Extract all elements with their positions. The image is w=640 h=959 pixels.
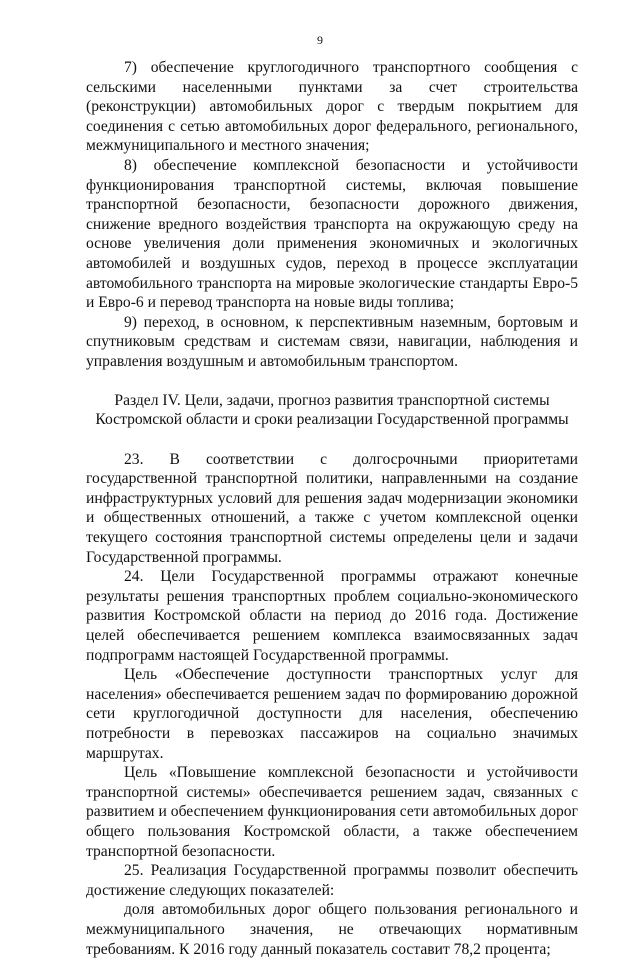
document-body xyxy=(86,58,578,959)
paragraph-item-7: 7) обеспечение круглогодичного транспортного сообщения с сельскими населенными пунктами за счет строительства (реконструкции) автомобильных дорог с твердым покрытием для соединения с сетью автомобильных дорог федерального, регионального, межмуниципального и местного значения; xyxy=(86,59,578,155)
paragraph-item-8: 8) обеспечение комплексной безопасности и устойчивости функционирования транспортной системы, включая повышение транспортной безопасности, безопасности дорожного движения, снижение вредного воздействия транспорта на окружающую среду на основе увеличения доли применения экономичных и экологичных автомобилей и воздушных судов, переход в процессе эксплуатации автомобильного транспорта на мировые экологические стандарты Евро-5 и Евро-6 и перевод транспорта на новые виды топлива; xyxy=(86,156,578,312)
page-number: 9 xyxy=(317,33,323,47)
section-heading xyxy=(86,391,578,430)
paragraph-goal-safety: Цель «Повышение комплексной безопасности и устойчивости транспортной системы» обеспечивается решением задач, связанных с развитием и обеспечением функционирования сети автомобильных дорог общего пользования Костромской области, а также обеспечением транспортной безопасности. xyxy=(86,764,578,860)
section-heading-line-2: Костромской области и сроки реализации Государственной программы xyxy=(95,411,569,429)
paragraph-goal-accessibility: Цель «Обеспечение доступности транспортных услуг для населения» обеспечивается решением задач по формированию дорожной сети круглогодичной доступности для населения, обеспечению потребности в перевозках пассажиров на социально значимых маршрутах. xyxy=(86,666,578,762)
paragraph-25: 25. Реализация Государственной программы позволит обеспечить достижение следующих показателей: xyxy=(86,862,578,899)
paragraph-23: 23. В соответствии с долгосрочными приоритетами государственной транспортной политики, направленными на создание инфраструктурных условий для решения задач модернизации экономики и общественных отношений, а также с учетом комплексной оценки текущего состояния транспортной системы определены цели и задачи Государственной программы. xyxy=(86,450,578,566)
paragraph-24: 24. Цели Государственной программы отражают конечные результаты решения транспортных проблем социально-экономического развития Костромской области на период до 2016 года. Достижение целей обеспечивается решением комплекса взаимосвязанных задач подпрограмм настоящей Государственной программы. xyxy=(86,568,578,664)
paragraph-item-9: 9) переход, в основном, к перспективным наземным, бортовым и спутниковым средствам и системам связи, навигации, наблюдения и управления воздушным и автомобильным транспортом. xyxy=(86,313,578,370)
section-heading-line-1: Раздел IV. Цели, задачи, прогноз развития транспортной системы xyxy=(114,391,550,409)
paragraph-indicator-roads: доля автомобильных дорог общего пользования регионального и межмуниципального значения, не отвечающих нормативным требованиям. К 2016 году данный показатель составит 78,2 процента; xyxy=(86,901,578,958)
